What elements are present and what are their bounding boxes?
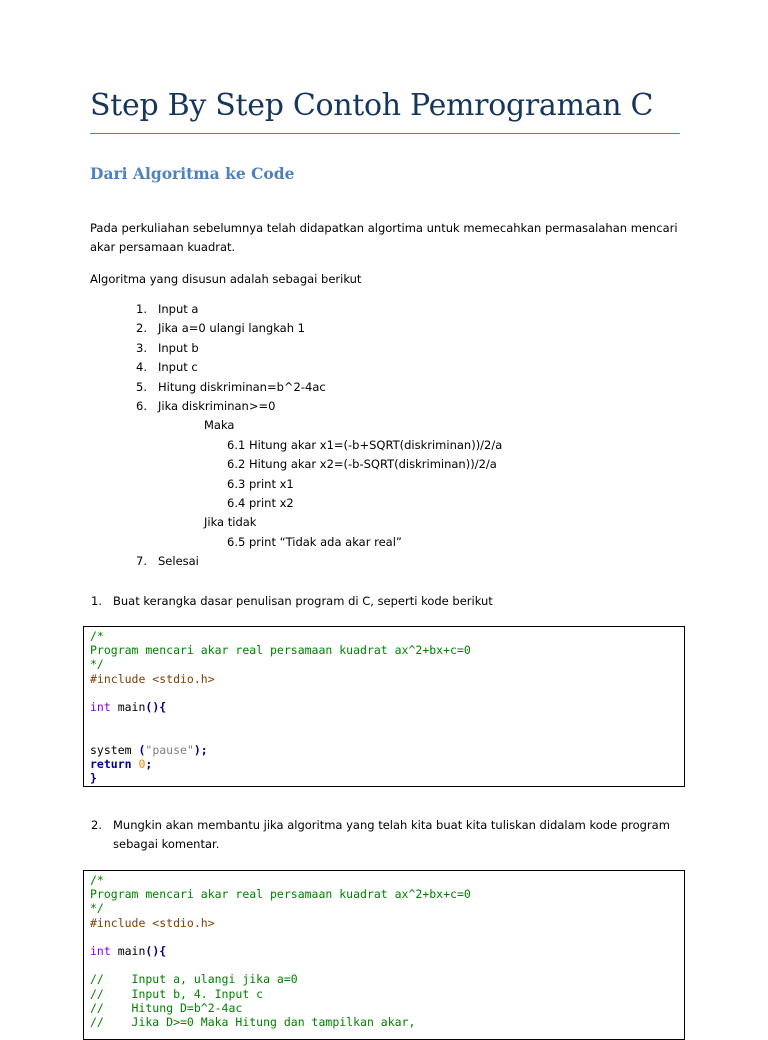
algorithm-item-text: Jika tidak (204, 515, 257, 529)
code-keyword: return (90, 756, 132, 771)
intro-paragraph: Pada perkuliahan sebelumnya telah didapatkan algortima untuk memecahkan permasalahan mencari akar persamaan kuadrat. (90, 221, 678, 254)
algorithm-item-text: Selesai (158, 554, 199, 568)
code-text: system (90, 742, 139, 757)
step-number: 1. (91, 594, 102, 608)
code-line (90, 916, 678, 930)
code-line (90, 944, 678, 958)
algorithm-item-number: 4. (136, 360, 147, 374)
title-underline (90, 133, 680, 134)
code-line (90, 972, 678, 986)
algorithm-item-number: 1. (136, 302, 147, 316)
code-line (90, 643, 678, 657)
code-comment: // Input a, ulangi jika a=0 (90, 972, 298, 987)
code-line (90, 672, 678, 686)
code-type: int (90, 699, 111, 714)
algorithm-item-text: Jika a=0 ulangi langkah 1 (158, 321, 305, 335)
algorithm-item-number: 3. (136, 341, 147, 355)
code-line (90, 771, 678, 785)
algorithm-item-number: 6. (136, 399, 147, 413)
code-line (90, 873, 678, 887)
code-punctuation: ; (145, 756, 153, 771)
algorithm-item-text: Input c (158, 360, 198, 374)
algorithm-item-text: Input b (158, 341, 199, 355)
code-punctuation: ); (193, 742, 208, 757)
step-text: Buat kerangka dasar penulisan program di C, seperti kode berikut (113, 594, 493, 608)
code-preprocessor: #include <stdio.h> (90, 671, 215, 686)
code-punctuation: (){ (145, 699, 167, 714)
code-line (90, 728, 678, 742)
code-block-1 (83, 626, 685, 787)
algorithm-item-text: Hitung diskriminan=b^2-4ac (158, 380, 326, 394)
code-text: main (110, 699, 146, 714)
code-comment: */ (90, 657, 104, 672)
code-comment: // Input b, 4. Input c (90, 986, 264, 1001)
algorithm-item-text: 6.2 Hitung akar x2=(-b-SQRT(diskriminan))/2/a (227, 457, 497, 471)
code-line (90, 657, 678, 671)
algorithm-item-text: Input a (158, 302, 199, 316)
code-number: 0 (138, 756, 146, 771)
code-comment: /* (90, 629, 104, 643)
code-punctuation: } (90, 770, 97, 785)
algorithm-item-number: 7. (136, 554, 147, 568)
code-comment: /* (90, 873, 104, 887)
code-line (90, 629, 678, 643)
code-block-2 (83, 870, 685, 1040)
document-title: Step By Step Contoh Pemrograman C (90, 88, 654, 123)
code-line (90, 757, 678, 771)
code-preprocessor: #include <stdio.h> (90, 915, 215, 930)
code-punctuation: ( (138, 742, 146, 757)
step-text: Mungkin akan membantu jika algoritma yang telah kita buat kita tuliskan didalam kode program (113, 818, 670, 832)
code-line (90, 1015, 678, 1029)
code-type: int (90, 943, 111, 958)
code-line (90, 743, 678, 757)
code-comment: // Jika D>=0 Maka Hitung dan tampilkan akar, (90, 1014, 416, 1029)
code-line (90, 700, 678, 714)
code-text: main (110, 943, 146, 958)
code-line (90, 901, 678, 915)
code-line (90, 958, 678, 972)
code-line (90, 686, 678, 700)
algorithm-item-text: Maka (204, 418, 235, 432)
algorithm-item-number: 5. (136, 380, 147, 394)
algorithm-item-text: 6.5 print “Tidak ada akar real” (227, 535, 402, 549)
step-text-continued: sebagai komentar. (113, 837, 220, 851)
code-comment: Program mencari akar real persamaan kuadrat ax^2+bx+c=0 (90, 887, 471, 902)
code-string: "pause" (145, 742, 194, 757)
code-comment: Program mencari akar real persamaan kuadrat ax^2+bx+c=0 (90, 643, 471, 658)
algorithm-item-text: 6.3 print x1 (227, 477, 294, 491)
code-line (90, 987, 678, 1001)
code-line (90, 887, 678, 901)
algorithm-item-number: 2. (136, 321, 147, 335)
step-number: 2. (91, 818, 102, 832)
code-line (90, 1001, 678, 1015)
code-comment: */ (90, 901, 104, 916)
algorithm-item-text: 6.4 print x2 (227, 496, 294, 510)
algorithm-item-text: 6.1 Hitung akar x1=(-b+SQRT(diskriminan))/2/a (227, 438, 503, 452)
code-comment: // Hitung D=b^2-4ac (90, 1000, 243, 1015)
section-heading: Dari Algoritma ke Code (90, 164, 295, 183)
algorithm-item-text: Jika diskriminan>=0 (158, 399, 276, 413)
algorithm-intro: Algoritma yang disusun adalah sebagai berikut (90, 272, 362, 286)
code-line (90, 930, 678, 944)
code-line (90, 714, 678, 728)
code-punctuation: (){ (145, 943, 167, 958)
